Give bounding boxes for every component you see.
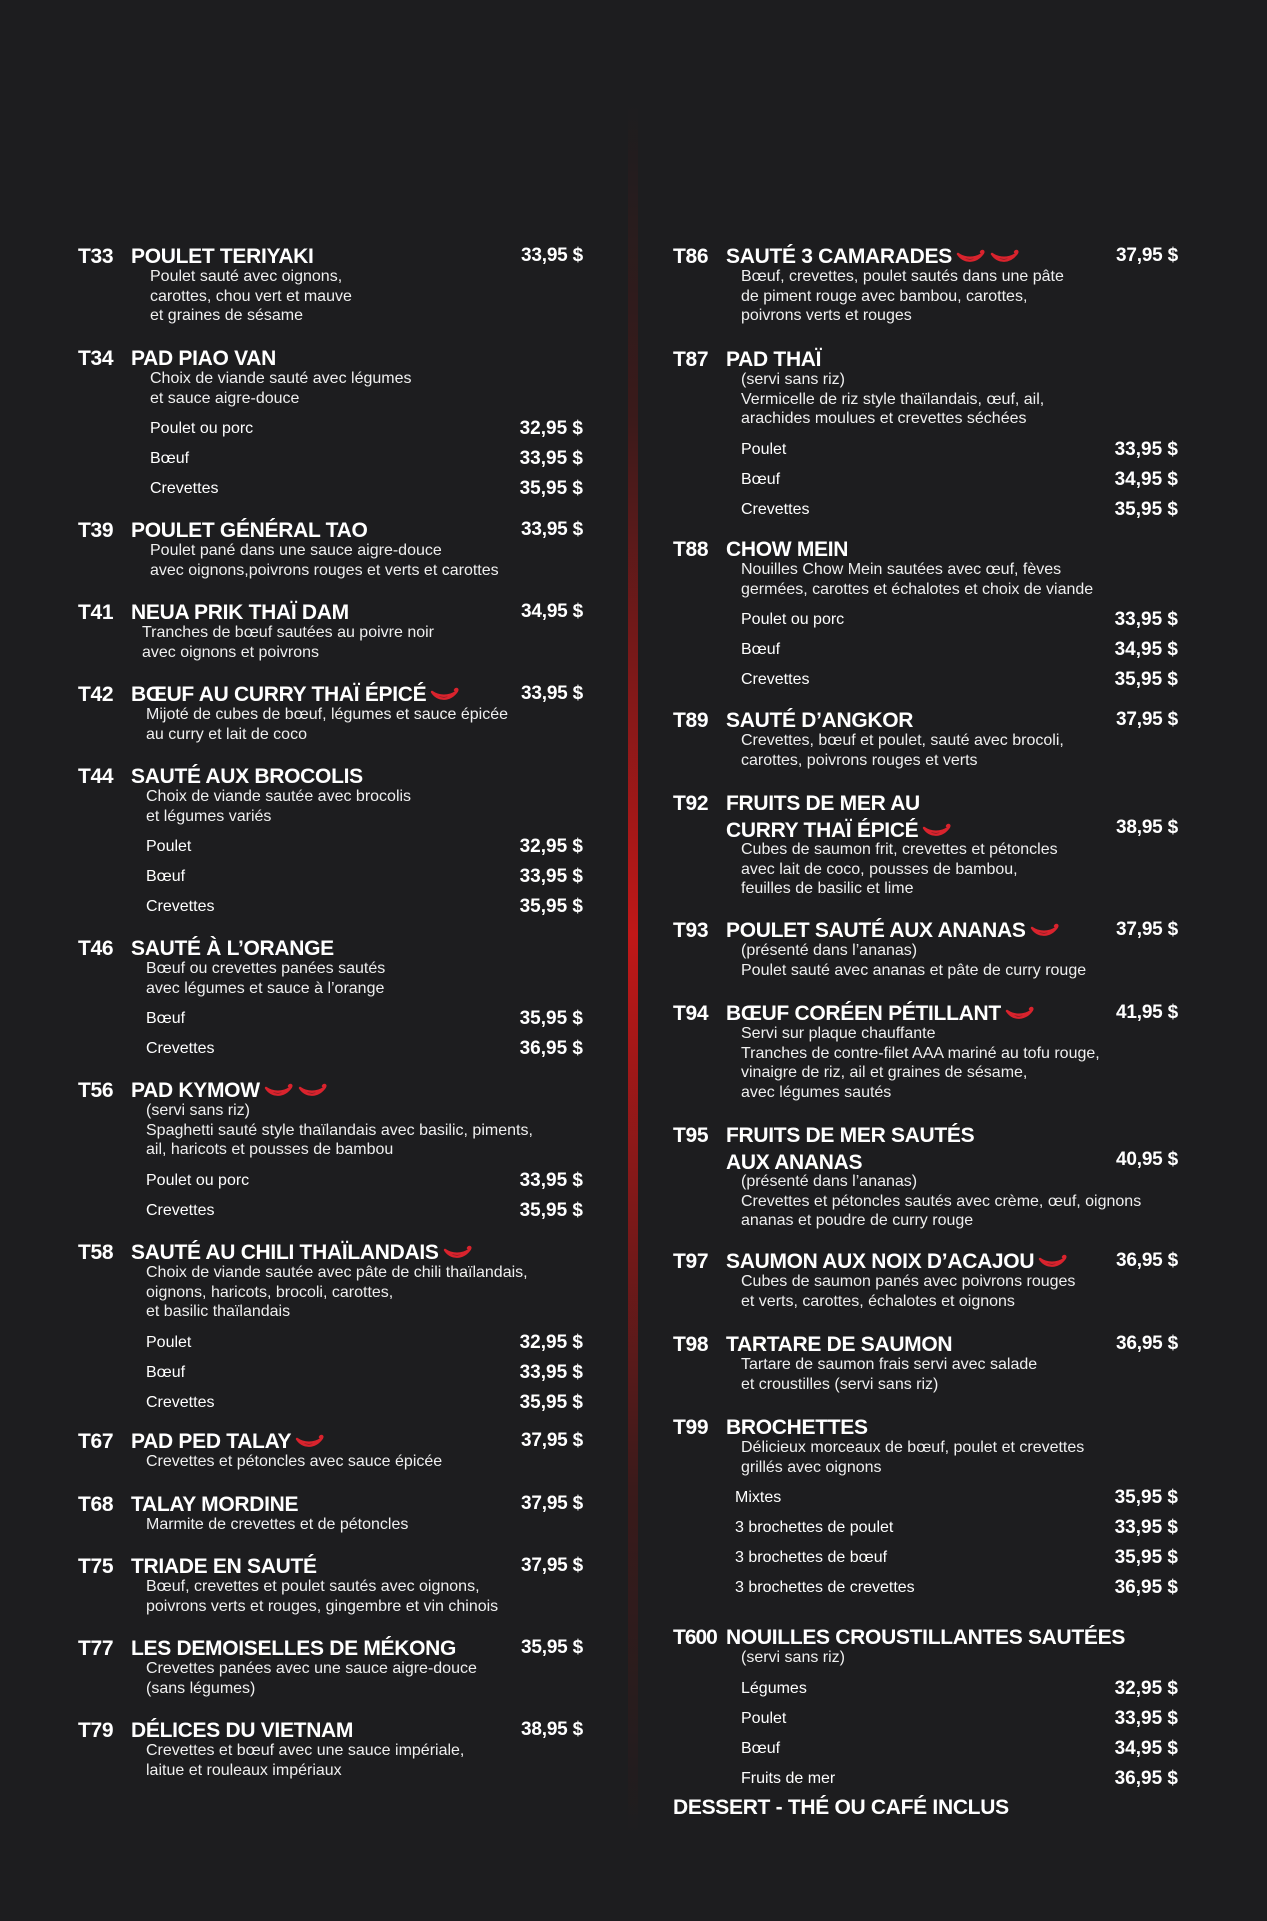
- item-name-line: TARTARE DE SAUMON: [726, 1333, 953, 1356]
- item-price: 35,95 $: [521, 1637, 583, 1658]
- item-name: [726, 1333, 1106, 1357]
- price-option: [146, 1196, 583, 1226]
- menu-item: [78, 765, 583, 922]
- item-name-line: POULET TERIYAKI: [131, 245, 314, 268]
- option-price: 34,95 $: [1114, 639, 1178, 661]
- price-option: [146, 1166, 583, 1196]
- price-option: [741, 1704, 1178, 1734]
- option-label: Poulet ou porc: [741, 611, 845, 629]
- item-name-line: NEUA PRIK THAÏ DAM: [131, 601, 349, 624]
- option-label: Crevettes: [146, 1394, 215, 1412]
- item-name: [726, 1416, 1106, 1440]
- menu-item: [673, 1002, 1178, 1103]
- item-code: T92: [673, 792, 709, 815]
- item-name-line: BROCHETTES: [726, 1416, 868, 1439]
- item-description: Bœuf, crevettes et poulet sautés avec oignons, poivrons verts et rouges, gingembre et vin chinois: [146, 1578, 499, 1615]
- option-price: 35,95 $: [1114, 1487, 1178, 1509]
- chili-pepper-icon: [430, 687, 460, 703]
- item-name: [726, 1002, 1106, 1026]
- menu-item-header: [673, 1333, 1178, 1361]
- item-name-line: SAUMON AUX NOIX D’ACAJOU: [726, 1250, 1035, 1273]
- item-name: [726, 538, 1106, 562]
- price-options: [146, 1166, 583, 1226]
- option-label: Poulet: [146, 1334, 192, 1352]
- menu-item-header: [673, 348, 1178, 376]
- item-code: T600: [673, 1626, 717, 1649]
- item-description: Poulet pané dans une sauce aigre-douce avec oignons,poivrons rouges et verts et carottes: [150, 542, 499, 579]
- price-option: [741, 1764, 1178, 1794]
- item-price: 38,95 $: [1116, 817, 1178, 838]
- item-name-line: PAD KYMOW: [131, 1079, 260, 1102]
- price-option: [741, 665, 1178, 695]
- option-label: Bœuf: [146, 868, 186, 886]
- menu-item: [673, 919, 1178, 980]
- option-label: Bœuf: [741, 641, 781, 659]
- menu-item: [673, 1416, 1178, 1603]
- item-name: [131, 1555, 511, 1579]
- option-label: 3 brochettes de crevettes: [735, 1579, 915, 1597]
- item-description: Nouilles Chow Mein sautées avec œuf, fèves germées, carottes et échalotes et choix de viande: [741, 561, 1094, 598]
- item-name-line-2: [726, 819, 1106, 843]
- item-name-line: FRUITS DE MER SAUTÉS: [726, 1124, 975, 1147]
- price-option: [146, 1034, 583, 1064]
- item-name: [131, 683, 511, 707]
- chili-pepper-icon: [922, 823, 952, 839]
- item-name: [131, 347, 511, 371]
- menu-item: [78, 1719, 583, 1780]
- item-price: 33,95 $: [521, 245, 583, 266]
- item-price: 38,95 $: [521, 1719, 583, 1740]
- option-label: Bœuf: [146, 1364, 186, 1382]
- item-name-line: SAUTÉ 3 CAMARADES: [726, 245, 952, 268]
- menu-item: [673, 245, 1178, 326]
- menu-item: [78, 245, 583, 326]
- price-option: [146, 862, 583, 892]
- item-code: T39: [78, 519, 114, 542]
- price-option: [150, 474, 583, 504]
- item-description: Choix de viande sauté avec légumes et sauce aigre-douce: [150, 370, 412, 407]
- menu-item: [78, 601, 583, 662]
- price-options: [146, 832, 583, 922]
- option-label: Bœuf: [741, 471, 781, 489]
- price-options: [741, 1674, 1178, 1794]
- item-code: T75: [78, 1555, 114, 1578]
- chili-pepper-icon: [264, 1083, 294, 1099]
- chili-pepper-icon: [295, 1434, 325, 1450]
- footer-note: DESSERT - THÉ OU CAFÉ INCLUS: [673, 1796, 1009, 1819]
- item-code: T46: [78, 937, 114, 960]
- price-option: [146, 1328, 583, 1358]
- option-label: Bœuf: [150, 450, 190, 468]
- item-name-line: PAD THAÏ: [726, 348, 822, 371]
- item-name: [131, 1719, 511, 1743]
- price-option: [146, 1388, 583, 1418]
- price-option: [735, 1543, 1178, 1573]
- item-description: Servi sur plaque chauffante Tranches de contre-filet AAA mariné au tofu rouge, vinaigre de riz, ail et graines de sésame, avec légumes sautés: [741, 1025, 1100, 1102]
- menu-item: [78, 1555, 583, 1616]
- item-description: Tartare de saumon frais servi avec salade et croustilles (servi sans riz): [741, 1356, 1038, 1393]
- menu-item-header: [78, 1719, 583, 1747]
- option-price: 36,95 $: [519, 1038, 583, 1060]
- item-description: (servi sans riz) Vermicelle de riz style thaïlandais, œuf, ail, arachides moulues et crevettes séchées: [741, 371, 1045, 428]
- price-option: [741, 495, 1178, 525]
- item-name-line: SAUTÉ AU CHILI THAÏLANDAIS: [131, 1241, 439, 1264]
- option-label: Légumes: [741, 1679, 807, 1697]
- option-price: 33,95 $: [1114, 1517, 1178, 1539]
- item-code: T68: [78, 1493, 114, 1516]
- item-price: 36,95 $: [1116, 1250, 1178, 1271]
- item-name: [726, 709, 1106, 733]
- item-name: [131, 1493, 511, 1517]
- menu-item: [673, 792, 1178, 899]
- item-description: (servi sans riz): [741, 1649, 846, 1666]
- price-options: [150, 414, 583, 504]
- price-option: [741, 1734, 1178, 1764]
- item-code: T67: [78, 1430, 114, 1453]
- item-name: [131, 519, 511, 543]
- menu-item: [78, 519, 583, 580]
- option-label: 3 brochettes de poulet: [735, 1519, 894, 1537]
- item-code: T97: [673, 1250, 709, 1273]
- menu-item-header: [673, 792, 1178, 846]
- chili-pepper-icon: [1030, 923, 1060, 939]
- price-option: [741, 605, 1178, 635]
- menu-item-header: [78, 1079, 583, 1107]
- item-name-line: TRIADE EN SAUTÉ: [131, 1555, 317, 1578]
- price-option: [741, 435, 1178, 465]
- item-name: [726, 919, 1106, 943]
- option-price: 35,95 $: [519, 896, 583, 918]
- menu-item-header: [78, 1637, 583, 1665]
- option-price: 32,95 $: [519, 1332, 583, 1354]
- item-name-line: SAUTÉ À L’ORANGE: [131, 937, 334, 960]
- price-option: [150, 444, 583, 474]
- item-description: (servi sans riz) Spaghetti sauté style thaïlandais avec basilic, piments, ail, haricots et pousses de bambou: [146, 1102, 533, 1159]
- menu-item-header: [673, 538, 1178, 566]
- menu-item-header: [78, 1555, 583, 1583]
- item-name: [726, 1124, 1106, 1175]
- price-options: [146, 1004, 583, 1064]
- item-price: 40,95 $: [1116, 1149, 1178, 1170]
- price-option: [741, 635, 1178, 665]
- option-label: Poulet ou porc: [150, 420, 254, 438]
- menu-item-header: [78, 937, 583, 965]
- price-option: [735, 1573, 1178, 1603]
- option-price: 34,95 $: [1114, 469, 1178, 491]
- item-name-line: POULET GÉNÉRAL TAO: [131, 519, 368, 542]
- item-price: 37,95 $: [1116, 245, 1178, 266]
- item-price: 37,95 $: [521, 1555, 583, 1576]
- item-name: [726, 792, 1106, 843]
- menu-item-header: [78, 1493, 583, 1521]
- menu-item: [673, 1333, 1178, 1394]
- item-description: Cubes de saumon frit, crevettes et pétoncles avec lait de coco, pousses de bambou, feuilles de basilic et lime: [741, 841, 1058, 898]
- item-code: T88: [673, 538, 709, 561]
- menu-item: [673, 1626, 1178, 1794]
- menu-item: [78, 683, 583, 744]
- price-option: [735, 1483, 1178, 1513]
- item-code: T77: [78, 1637, 114, 1660]
- menu-item: [673, 348, 1178, 525]
- item-price: 33,95 $: [521, 683, 583, 704]
- price-option: [146, 1004, 583, 1034]
- price-options: [741, 435, 1178, 525]
- option-price: 35,95 $: [1114, 499, 1178, 521]
- menu-item: [78, 1430, 583, 1472]
- menu-item: [673, 709, 1178, 770]
- menu-item-header: [78, 245, 583, 273]
- menu-item: [78, 1241, 583, 1418]
- option-label: Bœuf: [741, 1739, 781, 1757]
- menu-item-header: [673, 1250, 1178, 1278]
- menu-item-header: [673, 919, 1178, 947]
- item-name: [726, 1250, 1106, 1274]
- item-price: 37,95 $: [521, 1493, 583, 1514]
- menu-item: [673, 1124, 1178, 1231]
- price-option: [735, 1513, 1178, 1543]
- item-price: 34,95 $: [521, 601, 583, 622]
- item-name: [131, 1079, 511, 1103]
- price-options: [741, 605, 1178, 695]
- chili-pepper-icon: [1005, 1006, 1035, 1022]
- item-price: 37,95 $: [521, 1430, 583, 1451]
- item-description: Crevettes et bœuf avec une sauce impériale, laitue et rouleaux impériaux: [146, 1742, 465, 1779]
- chili-pepper-icon: [443, 1245, 473, 1261]
- item-code: T42: [78, 683, 114, 706]
- item-name: [726, 1626, 1126, 1650]
- option-label: Poulet: [741, 1709, 787, 1727]
- column-divider: [628, 104, 638, 1834]
- item-name: [726, 245, 1106, 269]
- option-price: 33,95 $: [519, 448, 583, 470]
- price-option: [146, 1358, 583, 1388]
- menu-item: [673, 1250, 1178, 1311]
- option-price: 32,95 $: [519, 418, 583, 440]
- price-option: [741, 465, 1178, 495]
- item-code: T94: [673, 1002, 709, 1025]
- menu-item: [78, 1493, 583, 1535]
- item-description: (présenté dans l’ananas) Crevettes et pétoncles sautés avec crème, œuf, oignons ananas et poudre de curry rouge: [741, 1173, 1142, 1230]
- option-price: 35,95 $: [519, 1200, 583, 1222]
- option-label: Crevettes: [741, 671, 810, 689]
- item-description: Mijoté de cubes de bœuf, légumes et sauce épicée au curry et lait de coco: [146, 706, 508, 743]
- item-name-line: NOUILLES CROUSTILLANTES SAUTÉES: [726, 1626, 1126, 1649]
- menu-item-header: [78, 683, 583, 711]
- item-description: Bœuf ou crevettes panées sautés avec légumes et sauce à l’orange: [146, 960, 386, 997]
- item-name: [131, 1637, 511, 1661]
- item-code: T33: [78, 245, 114, 268]
- item-name-line: LES DEMOISELLES DE MÉKONG: [131, 1637, 457, 1660]
- item-code: T41: [78, 601, 114, 624]
- chili-pepper-icon: [956, 249, 986, 265]
- item-name-line: FRUITS DE MER AU: [726, 792, 920, 815]
- item-name-line-2-text: CURRY THAÏ ÉPICÉ: [726, 819, 919, 842]
- item-code: T95: [673, 1124, 709, 1147]
- item-description: Crevettes, bœuf et poulet, sauté avec brocoli, carottes, poivrons rouges et verts: [741, 732, 1064, 769]
- menu-item-header: [78, 1241, 583, 1269]
- item-description: Cubes de saumon panés avec poivrons rouges et verts, carottes, échalotes et oignons: [741, 1273, 1076, 1310]
- menu-item-header: [673, 1002, 1178, 1030]
- menu-item-header: [78, 765, 583, 793]
- option-price: 35,95 $: [519, 1008, 583, 1030]
- option-price: 35,95 $: [519, 478, 583, 500]
- option-price: 33,95 $: [1114, 1707, 1178, 1729]
- item-price: 33,95 $: [521, 519, 583, 540]
- item-name-line: DÉLICES DU VIETNAM: [131, 1719, 354, 1742]
- price-option: [146, 892, 583, 922]
- option-label: Crevettes: [150, 480, 219, 498]
- item-code: T86: [673, 245, 709, 268]
- item-name-line: TALAY MORDINE: [131, 1493, 299, 1516]
- option-label: Bœuf: [146, 1010, 186, 1028]
- item-code: T98: [673, 1333, 709, 1356]
- item-description: Délicieux morceaux de bœuf, poulet et crevettes grillés avec oignons: [741, 1439, 1085, 1476]
- item-price: 37,95 $: [1116, 709, 1178, 730]
- option-price: 35,95 $: [1114, 1547, 1178, 1569]
- option-label: Crevettes: [146, 1040, 215, 1058]
- option-label: Poulet ou porc: [146, 1172, 250, 1190]
- option-price: 36,95 $: [1114, 1577, 1178, 1599]
- item-description: Bœuf, crevettes, poulet sautés dans une pâte de piment rouge avec bambou, carottes, poivrons verts et rouges: [741, 268, 1064, 325]
- menu-item: [78, 1637, 583, 1698]
- item-code: T56: [78, 1079, 114, 1102]
- menu-item-header: [673, 709, 1178, 737]
- item-code: T34: [78, 347, 114, 370]
- menu-item-header: [673, 245, 1178, 273]
- option-label: Poulet: [146, 838, 192, 856]
- item-name-line: BŒUF CORÉEN PÉTILLANT: [726, 1002, 1001, 1025]
- option-label: Mixtes: [735, 1489, 782, 1507]
- item-name-line-2-text: AUX ANANAS: [726, 1151, 863, 1174]
- item-name-line: SAUTÉ AUX BROCOLIS: [131, 765, 363, 788]
- option-price: 35,95 $: [1114, 669, 1178, 691]
- menu-item: [78, 1079, 583, 1226]
- price-options: [735, 1483, 1178, 1603]
- item-code: T87: [673, 348, 709, 371]
- item-name: [131, 601, 511, 625]
- chili-pepper-icon: [298, 1083, 328, 1099]
- item-name-line: POULET SAUTÉ AUX ANANAS: [726, 919, 1026, 942]
- item-description: Choix de viande sautée avec pâte de chili thaïlandais, oignons, haricots, brocoli, carottes, et basilic thaïlandais: [146, 1264, 528, 1321]
- item-name-line: PAD PED TALAY: [131, 1430, 292, 1453]
- item-name-line: BŒUF AU CURRY THAÏ ÉPICÉ: [131, 683, 427, 706]
- item-name: [131, 245, 511, 269]
- menu-item: [78, 937, 583, 1064]
- item-code: T79: [78, 1719, 114, 1742]
- option-price: 33,95 $: [1114, 609, 1178, 631]
- option-price: 32,95 $: [1114, 1677, 1178, 1699]
- chili-pepper-icon: [990, 249, 1020, 265]
- item-name: [131, 937, 511, 961]
- price-option: [150, 414, 583, 444]
- menu-item-header: [78, 601, 583, 629]
- item-name: [726, 348, 1106, 372]
- item-code: T58: [78, 1241, 114, 1264]
- option-price: 36,95 $: [1114, 1767, 1178, 1789]
- option-price: 33,95 $: [519, 866, 583, 888]
- option-price: 33,95 $: [519, 1362, 583, 1384]
- item-price: 36,95 $: [1116, 1333, 1178, 1354]
- item-price: 37,95 $: [1116, 919, 1178, 940]
- item-code: T44: [78, 765, 114, 788]
- option-label: Fruits de mer: [741, 1769, 836, 1787]
- item-code: T99: [673, 1416, 709, 1439]
- option-label: Crevettes: [741, 501, 810, 519]
- option-label: Crevettes: [146, 1202, 215, 1220]
- item-description: Tranches de bœuf sautées au poivre noir avec oignons et poivrons: [142, 624, 435, 661]
- price-options: [146, 1328, 583, 1418]
- item-code: T89: [673, 709, 709, 732]
- menu-item: [78, 347, 583, 504]
- item-name: [131, 1241, 511, 1265]
- item-name: [131, 765, 511, 789]
- option-price: 33,95 $: [519, 1170, 583, 1192]
- item-price: 41,95 $: [1116, 1002, 1178, 1023]
- item-description: Poulet sauté avec oignons, carottes, chou vert et mauve et graines de sésame: [150, 268, 352, 325]
- menu-item-header: [78, 347, 583, 375]
- item-name: [131, 1430, 511, 1454]
- item-name-line: CHOW MEIN: [726, 538, 849, 561]
- option-label: 3 brochettes de bœuf: [735, 1549, 888, 1567]
- menu-item-header: [78, 1430, 583, 1458]
- option-label: Poulet: [741, 441, 787, 459]
- chili-pepper-icon: [1038, 1254, 1068, 1270]
- item-description: Choix de viande sautée avec brocolis et légumes variés: [146, 788, 412, 825]
- item-name-line: SAUTÉ D’ANGKOR: [726, 709, 914, 732]
- item-name-line: PAD PIAO VAN: [131, 347, 276, 370]
- menu-item-header: [78, 519, 583, 547]
- option-label: Crevettes: [146, 898, 215, 916]
- menu-item-header: [673, 1416, 1178, 1444]
- item-description: Crevettes panées avec une sauce aigre-douce (sans légumes): [146, 1660, 477, 1697]
- item-description: (présenté dans l’ananas) Poulet sauté avec ananas et pâte de curry rouge: [741, 942, 1087, 979]
- option-price: 32,95 $: [519, 836, 583, 858]
- item-code: T93: [673, 919, 709, 942]
- item-name-line-2: [726, 1151, 1106, 1175]
- option-price: 33,95 $: [1114, 439, 1178, 461]
- item-description: Marmite de crevettes et de pétoncles: [146, 1516, 409, 1533]
- menu-item: [673, 538, 1178, 695]
- price-option: [741, 1674, 1178, 1704]
- option-price: 35,95 $: [519, 1392, 583, 1414]
- item-description: Crevettes et pétoncles avec sauce épicée: [146, 1453, 443, 1470]
- option-price: 34,95 $: [1114, 1737, 1178, 1759]
- menu-item-header: [673, 1124, 1178, 1178]
- menu-item-header: [673, 1626, 1178, 1654]
- price-option: [146, 832, 583, 862]
